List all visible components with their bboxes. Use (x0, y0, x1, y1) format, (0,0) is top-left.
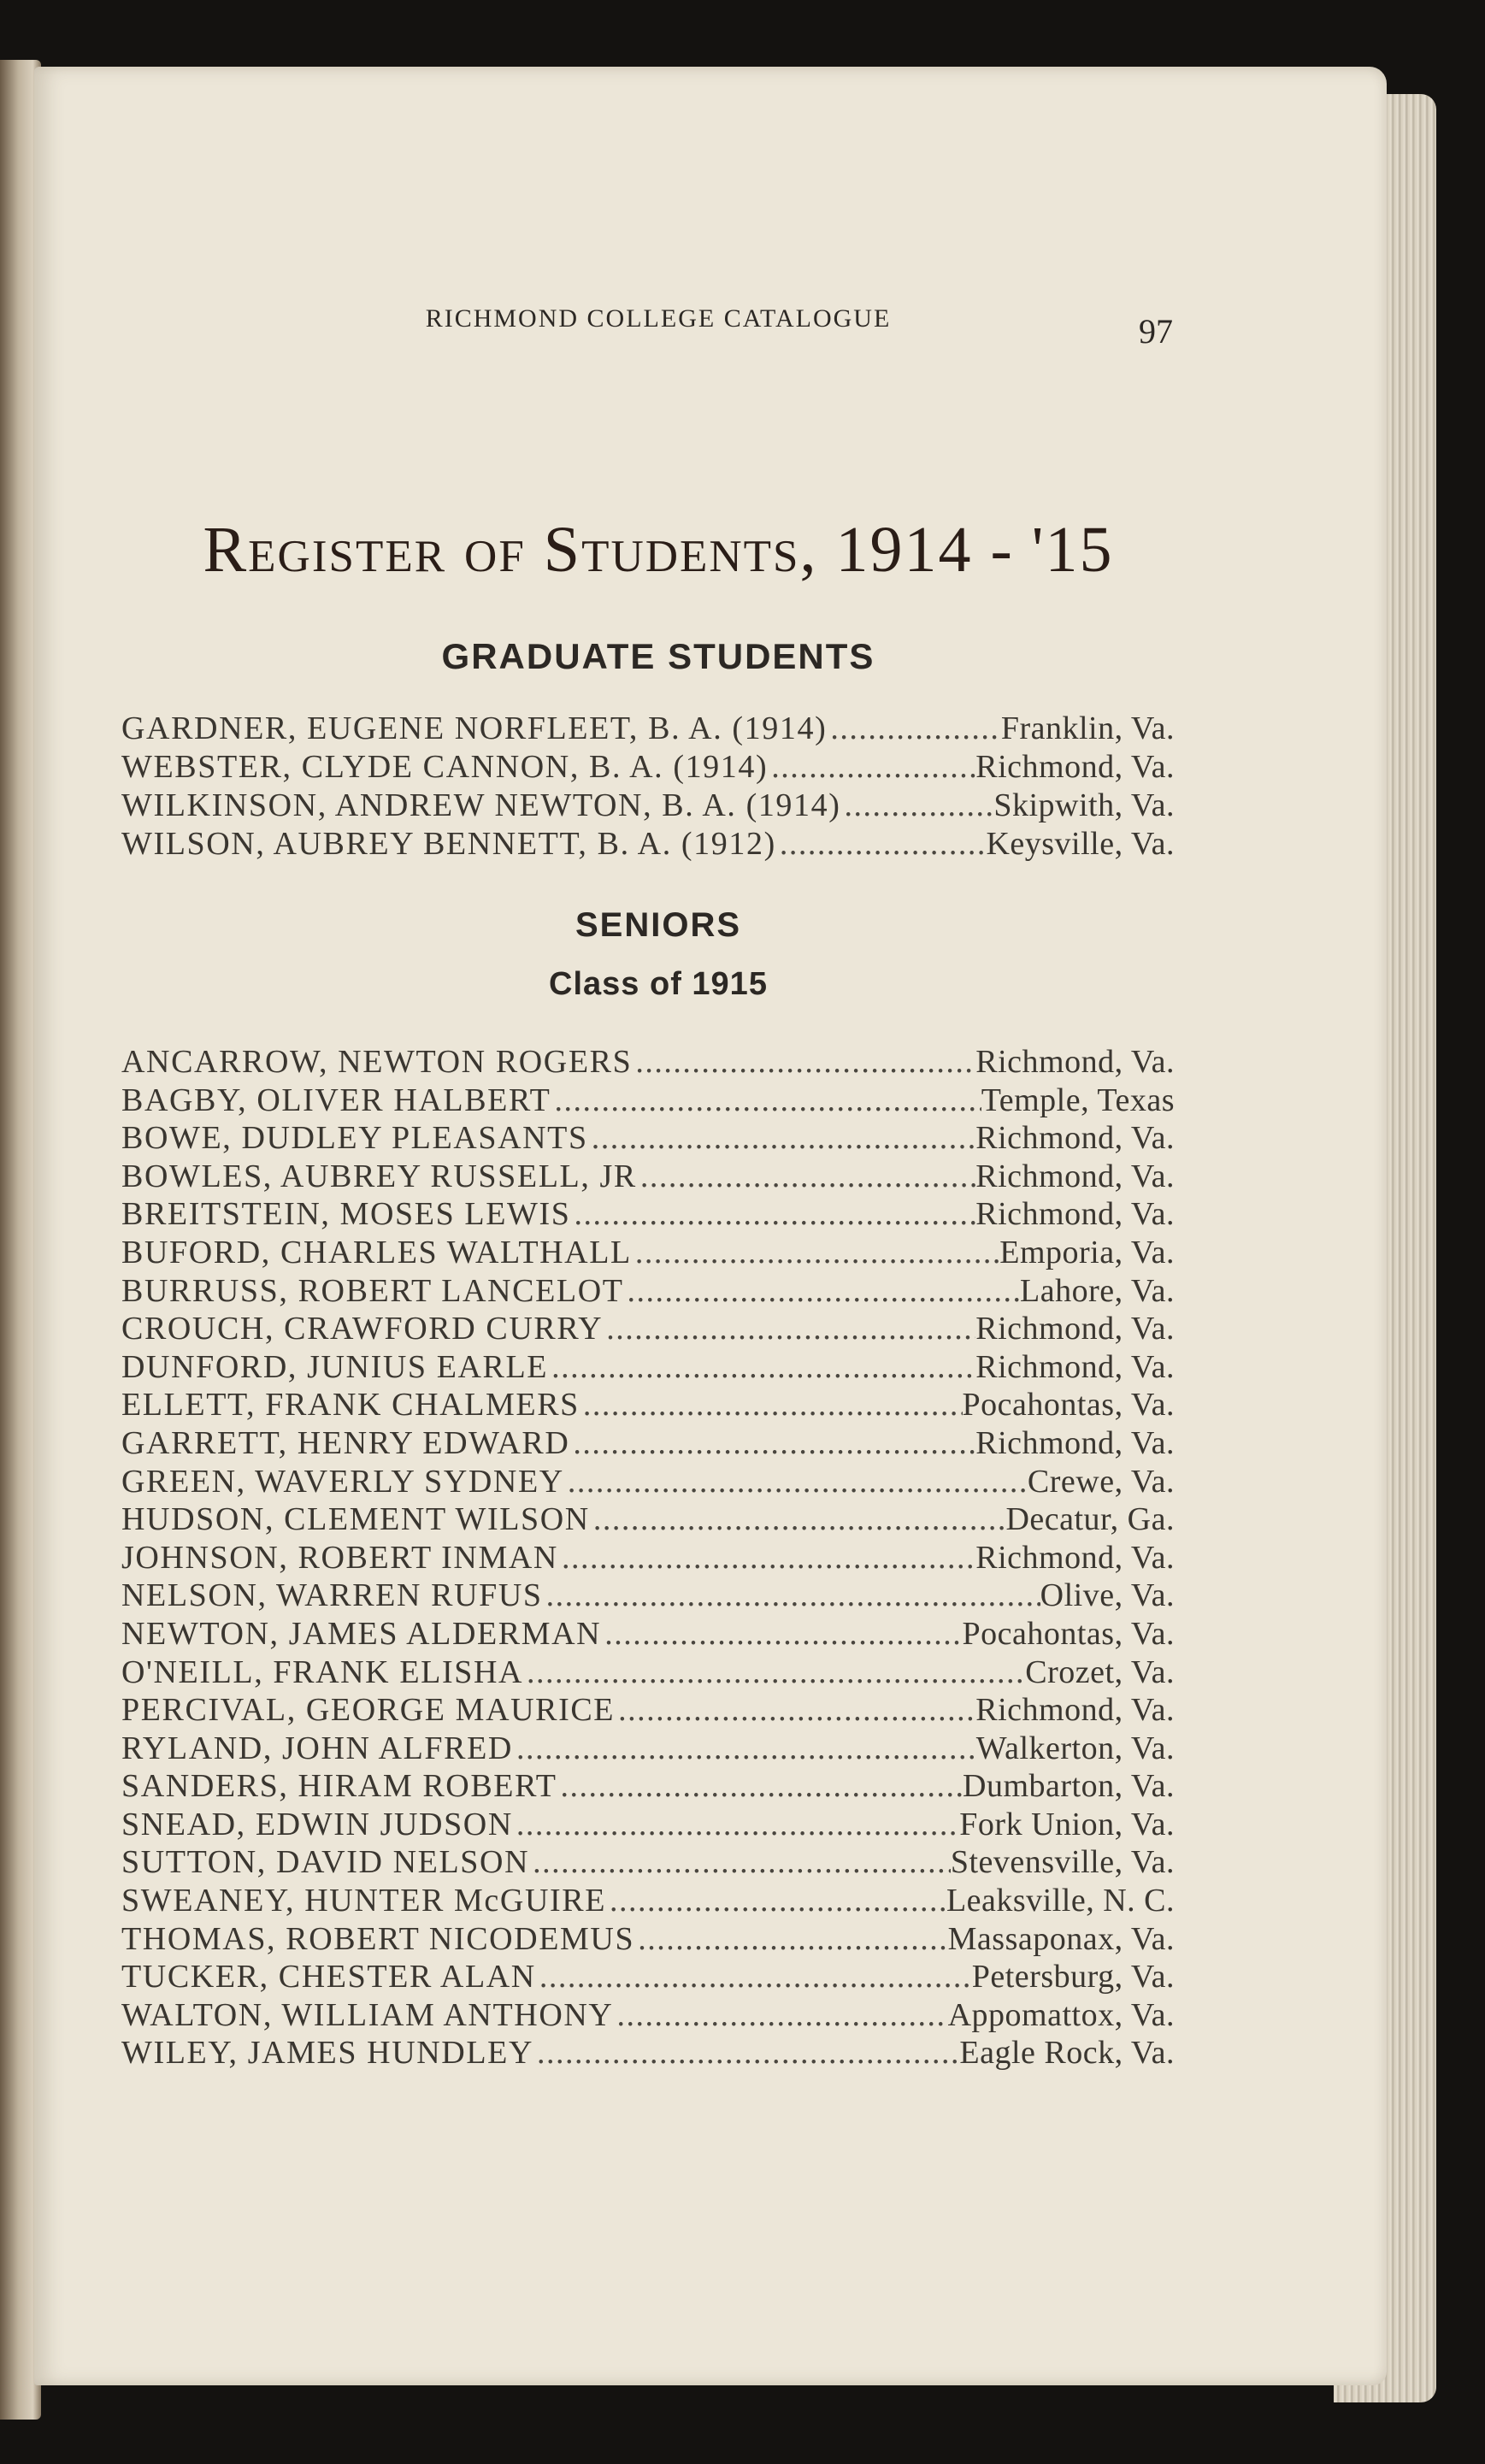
dot-leader (513, 1730, 976, 1767)
student-town: Eagle Rock, Va. (959, 2035, 1175, 2072)
dot-leader (632, 1043, 975, 1081)
page-number: 97 (1139, 312, 1173, 351)
student-name: CROUCH, CRAWFORD CURRY (121, 1311, 604, 1347)
student-entry (121, 1920, 1175, 1959)
student-name: WEBSTER, CLYDE CANNON, B. A. (1914) (121, 749, 769, 785)
student-town: Richmond, Va. (975, 1311, 1175, 1347)
student-town: Massaponax, Va. (947, 1920, 1175, 1957)
dot-leader (533, 2034, 959, 2072)
dot-leader (523, 1653, 1025, 1691)
dot-leader (551, 1082, 981, 1119)
student-entry (121, 710, 1175, 748)
dot-leader (557, 1767, 963, 1805)
student-town: Pocahontas, Va. (962, 1387, 1175, 1424)
dot-leader (776, 825, 987, 863)
student-town: Richmond, Va. (975, 749, 1175, 785)
student-town: Walkerton, Va. (975, 1730, 1175, 1766)
student-town: Pocahontas, Va. (962, 1615, 1175, 1652)
student-entry (121, 1234, 1175, 1272)
student-name: SNEAD, EDWIN JUDSON (121, 1806, 513, 1842)
student-name: WILEY, JAMES HUNDLEY (121, 2035, 533, 2072)
student-entry (121, 1424, 1175, 1463)
student-entry (121, 1310, 1175, 1348)
seniors-list (121, 1043, 1175, 2072)
student-town: Crozet, Va. (1025, 1653, 1175, 1690)
dot-leader (590, 1500, 1006, 1538)
student-entry (121, 1691, 1175, 1730)
student-town: Fork Union, Va. (959, 1806, 1175, 1842)
student-town: Temple, Texas (981, 1082, 1175, 1118)
student-entry (121, 748, 1175, 787)
student-town: Lahore, Va. (1019, 1272, 1175, 1309)
student-town: Appomattox, Va. (947, 1996, 1175, 2033)
student-entry (121, 1386, 1175, 1424)
student-entry (121, 1463, 1175, 1501)
dot-leader (513, 1806, 959, 1843)
dot-leader (827, 710, 1000, 747)
dot-leader (569, 1424, 975, 1462)
student-name: RYLAND, JOHN ALFRED (121, 1730, 513, 1766)
dot-leader (580, 1386, 963, 1424)
student-town: Richmond, Va. (975, 1424, 1175, 1461)
student-entry (121, 1082, 1175, 1120)
dot-leader (548, 1348, 975, 1386)
student-town: Dumbarton, Va. (963, 1768, 1175, 1805)
dot-leader (529, 1843, 951, 1881)
dot-leader (564, 1463, 1028, 1500)
student-entry (121, 1348, 1175, 1387)
graduate-students-heading: GRADUATE STUDENTS (441, 636, 875, 676)
dot-leader (637, 1158, 975, 1195)
student-name: WILKINSON, ANDREW NEWTON, B. A. (1914) (121, 787, 841, 823)
student-town: Keysville, Va. (986, 826, 1175, 862)
student-town: Petersburg, Va. (971, 1959, 1175, 1995)
student-entry (121, 825, 1175, 864)
student-entry (121, 1043, 1175, 1082)
student-town: Crewe, Va. (1027, 1463, 1175, 1500)
student-name: BOWE, DUDLEY PLEASANTS (121, 1120, 588, 1157)
dot-leader (613, 1996, 947, 2034)
student-town: Emporia, Va. (999, 1234, 1175, 1270)
student-name: ELLETT, FRANK CHALMERS (121, 1387, 580, 1424)
student-name: WALTON, WILLIAM ANTHONY (121, 1996, 614, 2033)
dot-leader (536, 1958, 972, 1995)
student-name: HUDSON, CLEMENT WILSON (121, 1501, 590, 1538)
student-name: GREEN, WAVERLY SYDNEY (121, 1463, 564, 1500)
student-name: BUFORD, CHARLES WALTHALL (121, 1234, 632, 1270)
dot-leader (571, 1195, 976, 1233)
student-entry (121, 787, 1175, 825)
student-name: BURRUSS, ROBERT LANCELOT (121, 1272, 624, 1309)
student-entry (121, 1272, 1175, 1311)
student-town: Richmond, Va. (975, 1044, 1175, 1080)
dot-leader (615, 1691, 975, 1729)
student-name: ANCARROW, NEWTON ROGERS (121, 1044, 633, 1080)
student-name: WILSON, AUBREY BENNETT, B. A. (1912) (121, 826, 776, 862)
dot-leader (768, 748, 975, 786)
student-name: SWEANEY, HUNTER McGUIRE (121, 1883, 606, 1919)
dot-leader (634, 1920, 947, 1958)
student-name: NEWTON, JAMES ALDERMAN (121, 1615, 602, 1652)
student-town: Olive, Va. (1040, 1577, 1175, 1614)
student-town: Richmond, Va. (975, 1120, 1175, 1157)
student-name: JOHNSON, ROBERT INMAN (121, 1539, 558, 1576)
student-entry (121, 1882, 1175, 1920)
dot-leader (588, 1119, 976, 1157)
student-name: GARDNER, EUGENE NORFLEET, B. A. (1914) (121, 710, 828, 746)
student-name: BAGBY, OLIVER HALBERT (121, 1082, 551, 1118)
student-entry (121, 1615, 1175, 1653)
student-town: Richmond, Va. (975, 1196, 1175, 1233)
student-entry (121, 1158, 1175, 1196)
student-entry (121, 1500, 1175, 1539)
student-entry (121, 1653, 1175, 1692)
student-entry (121, 1767, 1175, 1806)
seniors-heading: SENIORS (575, 906, 742, 944)
student-town: Decatur, Ga. (1005, 1501, 1175, 1538)
student-town: Skipwith, Va. (993, 787, 1175, 823)
running-head: RICHMOND COLLEGE CATALOGUE (425, 304, 892, 333)
student-name: TUCKER, CHESTER ALAN (121, 1959, 536, 1995)
student-entry (121, 1806, 1175, 1844)
student-name: DUNFORD, JUNIUS EARLE (121, 1348, 549, 1385)
student-town: Leaksville, N. C. (946, 1883, 1175, 1919)
student-entry (121, 1843, 1175, 1882)
student-name: SANDERS, HIRAM ROBERT (121, 1768, 557, 1805)
student-town: Franklin, Va. (1000, 710, 1175, 746)
student-entry (121, 2034, 1175, 2072)
student-name: NELSON, WARREN RUFUS (121, 1577, 543, 1614)
dot-leader (632, 1234, 999, 1271)
student-entry (121, 1195, 1175, 1234)
dot-leader (558, 1539, 975, 1577)
student-name: THOMAS, ROBERT NICODEMUS (121, 1920, 635, 1957)
student-name: PERCIVAL, GEORGE MAURICE (121, 1692, 616, 1729)
student-entry (121, 1730, 1175, 1768)
dot-leader (603, 1310, 975, 1347)
student-entry (121, 1996, 1175, 2035)
dot-leader (841, 787, 994, 824)
student-name: BREITSTEIN, MOSES LEWIS (121, 1196, 571, 1233)
student-town: Richmond, Va. (975, 1158, 1175, 1194)
student-town: Richmond, Va. (975, 1539, 1175, 1576)
student-town: Stevensville, Va. (950, 1844, 1175, 1881)
class-year-heading: Class of 1915 (549, 966, 768, 1002)
student-name: GARRETT, HENRY EDWARD (121, 1424, 570, 1461)
student-town: Richmond, Va. (975, 1348, 1175, 1385)
student-entry (121, 1958, 1175, 1996)
student-entry (121, 1119, 1175, 1158)
student-name: SUTTON, DAVID NELSON (121, 1844, 530, 1881)
student-name: BOWLES, AUBREY RUSSELL, JR (121, 1158, 637, 1194)
student-entry (121, 1539, 1175, 1577)
student-town: Richmond, Va. (975, 1692, 1175, 1729)
dot-leader (601, 1615, 962, 1653)
dot-leader (543, 1577, 1040, 1614)
student-entry (121, 1577, 1175, 1615)
dot-leader (624, 1272, 1020, 1310)
graduate-students-list (121, 710, 1175, 864)
student-name: O'NEILL, FRANK ELISHA (121, 1653, 524, 1690)
dot-leader (606, 1882, 946, 1919)
page-title: Register of Students, 1914 - '15 (203, 514, 1114, 586)
